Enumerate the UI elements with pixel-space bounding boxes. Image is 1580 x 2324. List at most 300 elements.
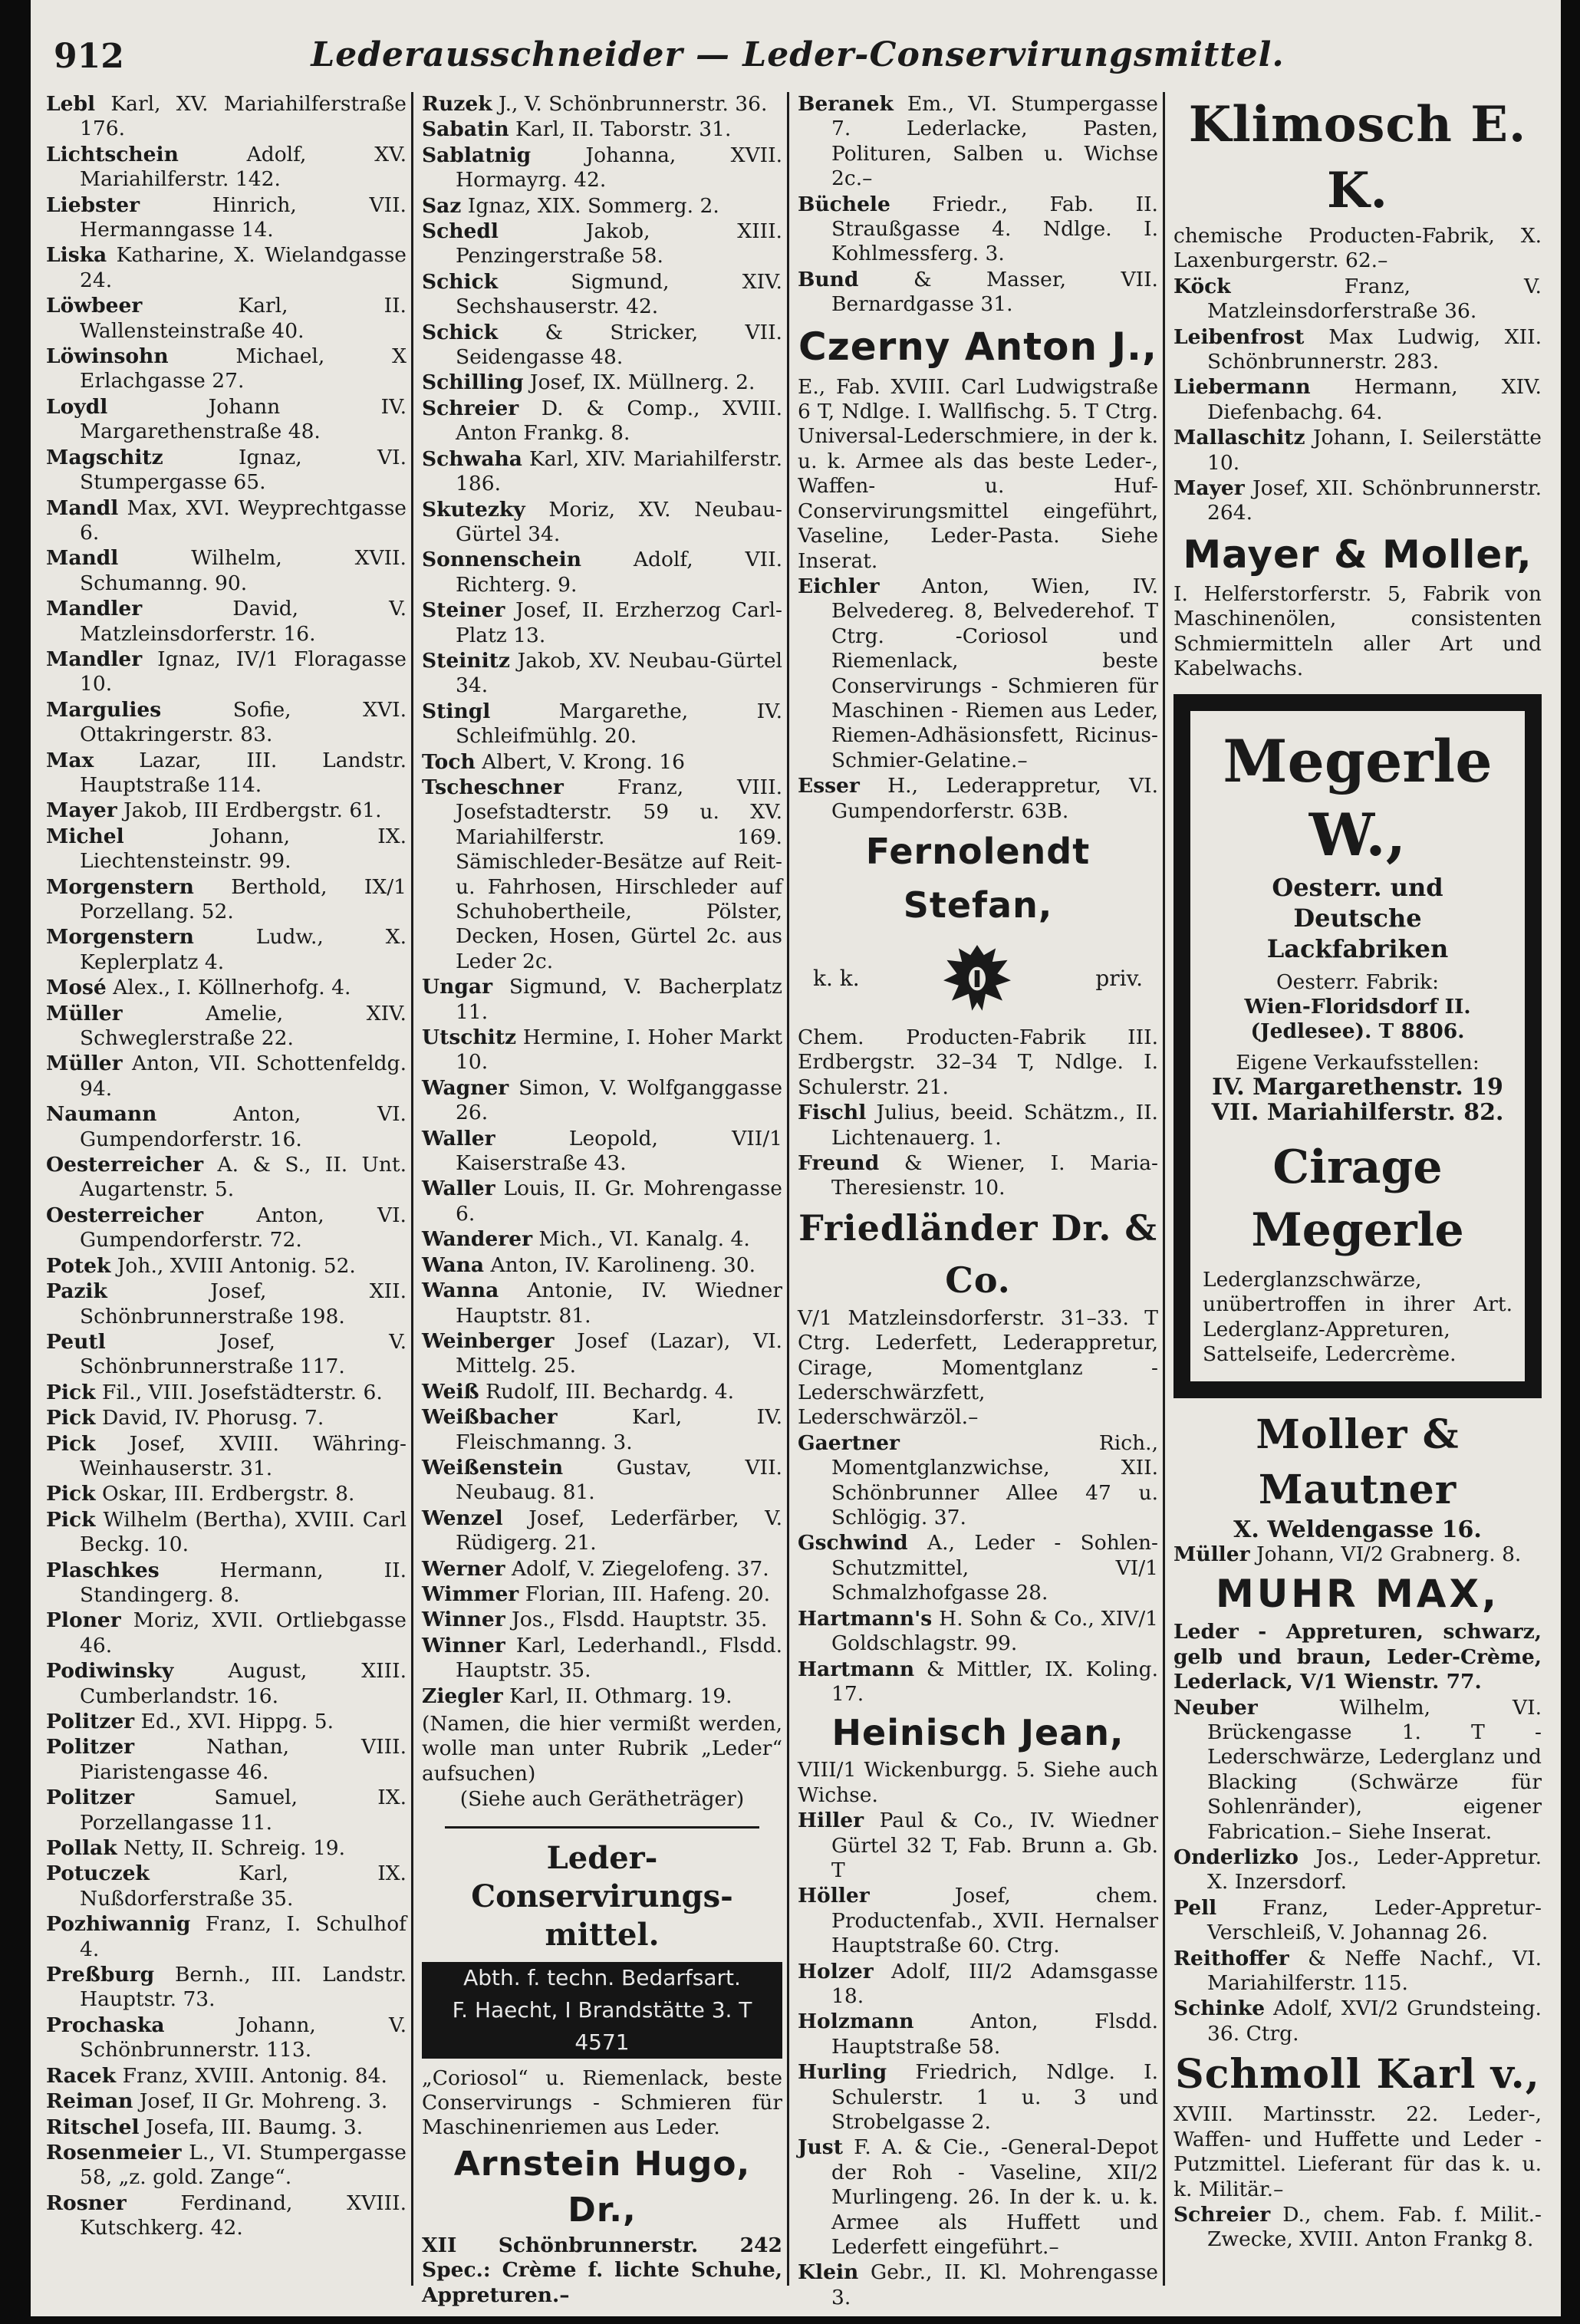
directory-entry <box>422 117 782 142</box>
entry-name: Freund <box>798 1151 880 1175</box>
directory-entry <box>422 1177 782 1226</box>
entry-name: Magschitz <box>46 445 163 469</box>
mayer-moller-name: Mayer & Moller, <box>1183 532 1532 577</box>
entry-text: Josef, XII. Schönbrunnerstr. 264. <box>1207 476 1542 525</box>
entry-name: Pazik <box>46 1279 107 1304</box>
entry-text: Wilhelm (Bertha), XVIII. Carl Beckg. 10. <box>80 1507 407 1557</box>
directory-entry <box>1173 476 1542 526</box>
muhr-name: MUHR MAX, <box>1215 1572 1500 1617</box>
directory-entry <box>46 1381 407 1405</box>
entry-text: Josef, II. Erzherzog Carl-Platz 13. <box>456 598 782 647</box>
entry-list <box>46 92 407 2241</box>
entry-text: Max, XVI. Weyprechtgasse 6. <box>80 495 407 545</box>
entry-text: A., Leder - Sohlen-Schutzmittel, VI/1 Schmalzhofgasse 28. <box>831 1531 1158 1605</box>
entry-text: Anton, Flsdd. Hauptstraße 58. <box>831 2010 1158 2059</box>
entry-name: Mandl <box>46 495 119 520</box>
entry-text: Gustav, VII. Neubaug. 81. <box>456 1455 782 1505</box>
entry-text: Adolf, XVI/2 Grundsteing. 36. Ctrg. <box>1207 1996 1542 2046</box>
directory-entry <box>798 1531 1158 1605</box>
entry-name: Hartmann's <box>798 1606 933 1631</box>
entry-text: Michael, X Erlachgasse 27. <box>80 344 407 393</box>
entry-name: Winner <box>422 1608 505 1632</box>
imperial-eagle-row <box>813 937 1143 1021</box>
entry-text: H. Sohn & Co., XIV/1 Goldschlagstr. 99. <box>831 1606 1158 1656</box>
directory-entry <box>422 498 782 548</box>
directory-entry <box>46 1659 407 1709</box>
directory-entry <box>46 1254 407 1279</box>
directory-entry <box>422 1405 782 1455</box>
fernolendt-text: Chem. Producten-Fabrik III. Erdbergstr. 32–34 T, Ndlge. I. Schulerstr. 21. <box>798 1025 1158 1099</box>
entry-name: Sablatnig <box>422 143 532 167</box>
directory-entry <box>46 1559 407 1608</box>
entry-text: Hinrich, VII. Hermanngasse 14. <box>80 193 407 242</box>
directory-entry <box>422 750 782 775</box>
directory-entry <box>46 2013 407 2063</box>
entry-name: Lebl <box>46 92 96 116</box>
entry-name: Beranek <box>798 92 894 116</box>
directory-entry <box>46 976 407 1000</box>
directory-entry <box>46 825 407 874</box>
cirage-title: Cirage Megerle <box>1251 1140 1464 1257</box>
column-rule <box>787 92 789 2286</box>
entry-name: Köck <box>1173 274 1231 298</box>
directory-entry <box>798 1657 1158 1707</box>
directory-entry <box>798 1607 1158 1657</box>
page-number: 912 <box>54 37 124 76</box>
entry-text: Hermann, II. Standingerg. 8. <box>80 1558 407 1607</box>
entry-text: Mich., VI. Kanalg. 4. <box>538 1227 750 1252</box>
directory-entry <box>798 774 1158 824</box>
entry-name: Löwbeer <box>46 294 143 318</box>
directory-entry <box>46 1482 407 1506</box>
entry-name: Rosenmeier <box>46 2140 182 2164</box>
entry-name: Oesterreicher <box>46 1153 204 1177</box>
entry-name: Pollak <box>46 1836 117 1861</box>
entry-text: Franz, Leder-Appretur-Verschleiß, V. Johannag 26. <box>1207 1895 1542 1945</box>
entry-text: J., V. Schönbrunnerstr. 36. <box>499 92 768 116</box>
directory-entry <box>422 1227 782 1252</box>
entry-name: Holzmann <box>798 2010 914 2034</box>
entry-text: Wilhelm, XVII. Schumanng. 90. <box>80 546 407 595</box>
directory-entry <box>46 1508 407 1558</box>
directory-entry <box>422 548 782 597</box>
mayer-moller-text: I. Helferstorferstr. 5, Fabrik von Maschinenölen, consistenten Schmiermitteln aller Art und Kabelwachs. <box>1173 581 1542 681</box>
entry-name: Pick <box>46 1482 96 1506</box>
directory-entry <box>46 446 407 495</box>
entry-text: August, XIII. Cumberlandstr. 16. <box>80 1659 407 1708</box>
entry-name: Podiwinsky <box>46 1659 174 1684</box>
directory-entry <box>422 700 782 749</box>
entry-name: Pell <box>1173 1895 1217 1920</box>
entry-name: Ruzek <box>422 92 492 116</box>
directory-entry <box>46 546 407 596</box>
entry-text: Anton, VII. Schottenfeldg. 94. <box>80 1052 407 1101</box>
entry-text: Fil., VIII. Josefstädterstr. 6. <box>101 1380 383 1404</box>
entry-text: Josefa, III. Baumg. 3. <box>146 2115 364 2139</box>
directory-entry <box>798 574 1158 773</box>
directory-entry <box>422 194 782 219</box>
directory-entry <box>1173 1996 1542 2046</box>
entry-name: Liebster <box>46 193 140 217</box>
entry-text: Wilhelm, VI. Brückengasse 1. T -Lederschwärze, Lederglanz und Blacking (Schwärze für Sohlenränder), eigener Fabrication.– Siehe Inserat. <box>1207 1695 1542 1844</box>
megerle-title: Megerle W., <box>1223 726 1493 869</box>
entry-name: Liebermann <box>1173 375 1311 400</box>
entry-text: Josef, XII. Schönbrunnerstraße 198. <box>80 1279 407 1328</box>
entry-name: Werner <box>422 1556 505 1581</box>
directory-entry <box>46 1002 407 1052</box>
entry-text: Josef, V. Schönbrunnerstraße 117. <box>80 1329 407 1379</box>
directory-entry <box>422 975 782 1025</box>
entry-name: Mandl <box>46 546 119 571</box>
entry-name: Müller <box>1173 1542 1250 1566</box>
entry-text: Anton, VI. Gumpendorferstr. 16. <box>80 1102 407 1151</box>
entry-text: Netty, II. Schreig. 19. <box>123 1836 346 1861</box>
directory-entry <box>1173 325 1542 375</box>
entry-name: Neuber <box>1173 1695 1258 1720</box>
entry-name: Müller <box>46 1001 123 1025</box>
megerle-subtitle-2: Deutsche Lackfabriken <box>1266 903 1449 963</box>
directory-entry <box>46 1963 407 2013</box>
entry-text: Karl, II. Wallensteinstraße 40. <box>80 294 407 343</box>
entry-text: Josef, II Gr. Mohreng. 3. <box>139 2089 388 2114</box>
directory-entry <box>46 1735 407 1785</box>
muhr-text: Leder - Appreturen, schwarz, gelb und braun, Leder-Crème, Lederlack, V/1 Wienstr. 77. <box>1173 1620 1542 1694</box>
entry-name: Bund <box>798 267 859 291</box>
entry-name: Onderlizko <box>1173 1845 1299 1870</box>
entry-name: Mandler <box>46 597 143 621</box>
directory-entry <box>46 143 407 193</box>
entry-text: Moriz, XV. Neubau-Gürtel 34. <box>456 497 782 546</box>
entry-name: Schilling <box>422 370 524 395</box>
entry-text: Samuel, IX. Porzellangasse 11. <box>80 1786 407 1835</box>
directory-entry <box>46 597 407 647</box>
entry-name: Weiß <box>422 1379 479 1404</box>
entry-name: Wimmer <box>422 1582 519 1606</box>
schmoll-text: XVIII. Martinsstr. 22. Leder-, Waffen- und Huffette und Leder - Putzmittel. Lieferant für das k. u. k. Militär.– <box>1173 2102 1542 2201</box>
directory-entry <box>46 2064 407 2089</box>
entry-name: Stingl <box>422 699 491 723</box>
directory-entry <box>1173 426 1542 476</box>
directory-entry <box>1173 1947 1542 1996</box>
megerle-verkauf-1: IV. Margarethenstr. 19 <box>1212 1074 1503 1101</box>
entry-name: Oesterreicher <box>46 1203 204 1227</box>
section-divider <box>445 1826 759 1829</box>
entry-name: Morgenstern <box>46 925 194 950</box>
directory-entry <box>422 775 782 974</box>
czerny-name: Czerny Anton J., <box>798 324 1158 369</box>
entry-text: Karl, XV. Mariahilferstraße 176. <box>80 92 407 141</box>
entry-name: Just <box>798 2135 843 2160</box>
entry-text: Franz, XVIII. Antonig. 84. <box>122 2063 387 2088</box>
entry-name: Steiner <box>422 598 505 623</box>
entry-name: Waller <box>422 1126 495 1150</box>
directory-entry <box>46 1203 407 1253</box>
column-rule <box>411 92 413 2286</box>
entry-text: Leopold, VII/1 Kaiserstraße 43. <box>456 1126 782 1176</box>
entry-name: Pick <box>46 1380 96 1404</box>
directory-entry <box>46 92 407 142</box>
directory-entry <box>46 1786 407 1835</box>
entry-name: Morgenstern <box>46 874 194 899</box>
entry-name: Winner <box>422 1633 505 1657</box>
entry-text: & Wiener, I. Maria-Theresienstr. 10. <box>831 1151 1158 1200</box>
directory-entry <box>798 1809 1158 1883</box>
entry-name: Tscheschner <box>422 775 564 799</box>
directory-entry <box>46 344 407 394</box>
entry-text: Anton, VI. Gumpendorferstr. 72. <box>80 1203 407 1253</box>
entry-text: Karl, XIV. Mariahilferstr. 186. <box>456 446 782 496</box>
entry-name: Schick <box>422 320 499 344</box>
entry-name: Prochaska <box>46 2013 165 2037</box>
entry-name: Loydl <box>46 394 108 419</box>
entry-text: Bernh., III. Landstr. Hauptstr. 73. <box>80 1963 407 2012</box>
entry-name: Esser <box>798 774 860 798</box>
directory-entry <box>46 1862 407 1911</box>
entry-text: Johann, I. Seilerstätte 10. <box>1207 426 1542 475</box>
directory-entry <box>46 2191 407 2241</box>
entry-text: Sofie, XVI. Ottakringerstr. 83. <box>80 697 407 747</box>
directory-entry <box>1173 1845 1542 1895</box>
entry-name: Skutezky <box>422 497 525 522</box>
entry-name: Löwinsohn <box>46 344 169 369</box>
entry-name: Weißenstein <box>422 1455 564 1480</box>
priv-label: priv. <box>1095 965 1143 991</box>
directory-entry <box>422 598 782 648</box>
entry-name: Weißbacher <box>422 1405 558 1430</box>
directory-entry <box>422 1634 782 1684</box>
entry-text: & Neffe Nachf., VI. Mariahilferstr. 115. <box>1207 1946 1542 1996</box>
entry-name: Schreier <box>422 396 519 420</box>
entry-name: Mayer <box>1173 476 1245 501</box>
entry-name: Mandler <box>46 647 143 671</box>
entry-text: Karl, Lederhandl., Flsdd. Hauptstr. 35. <box>456 1633 782 1683</box>
directory-entry <box>422 1456 782 1506</box>
coriosol-advert: „Coriosol“ u. Riemenlack, beste Conservirungs - Schmieren für Maschinenriemen aus Leder. <box>422 2066 782 2140</box>
entry-name: Ritschel <box>46 2115 140 2139</box>
column-2 <box>422 92 782 2307</box>
directory-entry <box>46 395 407 445</box>
klimosch-text: chemische Producten-Fabrik, X. Laxenburgerstr. 62.– <box>1173 224 1542 273</box>
entry-text: Anton, Wien, IV. Belvedereg. 8, Belvederehof. T Ctrg. -Coriosol und Riemenlack, beste Conservirungs - Schmieren für Maschinen - Riemen aus Leder, Riemen-Adhäsionsfett, Ricinus-Schmier-Gelatine.– <box>831 574 1158 772</box>
entry-list <box>1173 2203 1542 2253</box>
entry-name: Müller <box>46 1052 123 1076</box>
directory-entry <box>422 1582 782 1607</box>
directory-entry <box>422 447 782 497</box>
entry-text: Ludw., X. Keplerplatz 4. <box>80 925 407 974</box>
entry-text: Louis, II. Gr. Mohrengasse 6. <box>456 1177 782 1226</box>
entry-text: Johanna, XVII. Hormayrg. 42. <box>456 143 782 193</box>
directory-entry <box>46 1153 407 1203</box>
entry-name: Schinke <box>1173 1996 1266 2021</box>
entry-name: Schick <box>422 269 499 294</box>
entry-list <box>1173 275 1542 526</box>
entry-name: Gaertner <box>798 1430 900 1455</box>
directory-entry <box>46 1279 407 1329</box>
directory-entry <box>798 2260 1158 2310</box>
directory-entry <box>422 1380 782 1404</box>
entry-text: F. A. & Cie., -General-Depot der Roh - Vaseline, XII/2 Murlingeng. 26. In der k. u. k. Armee als Huffett und Lederfett eingeführt.– <box>831 2135 1158 2260</box>
directory-entry <box>46 2089 407 2114</box>
entry-text: Karl, IV. Fleischmanng. 3. <box>456 1405 782 1454</box>
directory-entry <box>798 1151 1158 1201</box>
entry-text: Gebr., II. Kl. Mohrengasse 3. <box>831 2260 1158 2309</box>
entry-text: Katharine, X. Wielandgasse 24. <box>80 243 407 292</box>
entry-name: Leibenfrost <box>1173 324 1305 349</box>
directory-entry <box>46 496 407 546</box>
entry-name: Pozhiwannig <box>46 1912 191 1937</box>
entry-text: D. & Comp., XVIII. Anton Frankg. 8. <box>456 396 782 446</box>
cirage-text: Lederglanzschwärze, unübertroffen in ihrer Art. Lederglanz-Appreturen, Sattelseife, Ledercrème. <box>1203 1267 1513 1367</box>
entry-name: Mallaschitz <box>1173 426 1305 450</box>
entry-name: Michel <box>46 824 124 848</box>
directory-entry <box>422 143 782 193</box>
megerle-subtitle-1: Oesterr. und <box>1272 872 1443 902</box>
entry-name: Wagner <box>422 1075 509 1100</box>
entry-name: Klein <box>798 2260 859 2285</box>
entry-text: A. & S., II. Unt. Augartenstr. 5. <box>80 1153 407 1202</box>
directory-entry <box>798 92 1158 192</box>
directory-entry <box>798 1884 1158 1958</box>
directory-entry <box>798 268 1158 318</box>
directory-entry <box>798 2060 1158 2135</box>
entry-name: Pick <box>46 1507 96 1532</box>
entry-name: Margulies <box>46 697 162 722</box>
entry-text: H., Lederappretur, VI. Gumpendorferstr. 63B. <box>831 774 1158 823</box>
directory-entry <box>422 370 782 395</box>
entry-name: Büchele <box>798 192 890 216</box>
entry-name: Potek <box>46 1253 111 1278</box>
directory-entry <box>798 2135 1158 2260</box>
entry-name: Hartmann <box>798 1657 915 1681</box>
entry-name: Steinitz <box>422 648 510 673</box>
megerle-fabrik-label: Oesterr. Fabrik: <box>1276 969 1440 994</box>
entry-text: Adolf, V. Ziegelofeng. 37. <box>511 1556 769 1581</box>
entry-name: Schreier <box>1173 2202 1271 2227</box>
entry-text: Sigmund, XIV. Sechshauserstr. 42. <box>456 269 782 319</box>
directory-entry <box>46 925 407 975</box>
entry-name: Wenzel <box>422 1506 503 1530</box>
entry-name: Reiman <box>46 2089 133 2114</box>
entry-name: Saz <box>422 193 462 218</box>
entry-text: David, V. Matzleinsdorferstr. 16. <box>80 597 407 646</box>
directory-entry <box>46 1710 407 1734</box>
haecht-advert <box>422 1962 782 2059</box>
directory-entry <box>46 1052 407 1101</box>
entry-name: Eichler <box>798 574 880 598</box>
directory-entry <box>46 875 407 925</box>
entry-text: Jos., Flsdd. Hauptstr. 35. <box>512 1608 768 1632</box>
directory-entry <box>1173 1696 1542 1845</box>
directory-entry <box>46 798 407 823</box>
directory-entry <box>422 321 782 370</box>
directory-entry <box>46 193 407 243</box>
directory-entry <box>46 294 407 344</box>
entry-name: Gschwind <box>798 1531 908 1555</box>
entry-text: Sigmund, V. Bacherplatz 11. <box>456 975 782 1024</box>
directory-entry <box>422 1076 782 1126</box>
entry-text: & Stricker, VII. Seidengasse 48. <box>456 320 782 370</box>
entry-name: Sabatin <box>422 117 509 142</box>
entry-text: Ignaz, XIX. Sommerg. 2. <box>467 193 719 218</box>
missing-names-note: (Namen, die hier vermißt werden, wolle man unter Rubrik „Leder“ aufsuchen) <box>422 1712 782 1786</box>
entry-text: & Mittler, IX. Koling. 17. <box>831 1657 1158 1706</box>
entry-name: Holzer <box>798 1959 874 1983</box>
entry-name: Fischl <box>798 1101 867 1125</box>
entry-text: Oskar, III. Erdbergstr. 8. <box>101 1482 355 1506</box>
entry-name: Rosner <box>46 2191 127 2215</box>
entry-name: Politzer <box>46 1735 135 1759</box>
running-head: Lederausschneider — Leder-Conservirungsmittel. <box>311 35 1285 74</box>
directory-entry <box>422 1025 782 1075</box>
megerle-fabrik-address-2: (Jedlesee). T 8806. <box>1250 1019 1465 1044</box>
entry-name: Peutl <box>46 1329 106 1354</box>
double-eagle-icon <box>935 937 1019 1021</box>
directory-entry <box>422 1684 782 1709</box>
entry-text: Josef, IX. Müllnerg. 2. <box>530 370 755 395</box>
entry-list <box>798 1431 1158 1707</box>
directory-entry <box>422 1253 782 1278</box>
entry-name: Mosé <box>46 976 107 1000</box>
column-1 <box>46 92 407 2293</box>
column-4 <box>1173 92 1542 2293</box>
entry-text: Ed., XVI. Hippg. 5. <box>140 1710 334 1733</box>
entry-name: Max <box>46 748 94 772</box>
directory-entry <box>422 1329 782 1379</box>
entry-name: Pick <box>46 1431 96 1456</box>
arnstein-name: Arnstein Hugo, Dr., <box>453 2144 751 2230</box>
entry-name: Weinberger <box>422 1328 555 1353</box>
friedlaender-name: Friedländer Dr. & Co. <box>798 1206 1157 1301</box>
entry-text: Adolf, XV. Mariahilferstr. 142. <box>80 142 407 192</box>
entry-text: Jos., Leder-Appretur. X. Inzersdorf. <box>1207 1845 1542 1894</box>
entry-name: Potuczek <box>46 1862 150 1886</box>
moller-mautner-name: Moller & Mautner <box>1256 1411 1460 1513</box>
schmoll-name: Schmoll Karl v., <box>1175 2051 1540 2099</box>
megerle-fabrik-address: Wien-Floridsdorf II. <box>1244 994 1471 1019</box>
entry-text: Hermann, XIV. Diefenbachg. 64. <box>1207 375 1542 424</box>
entry-name: Utschitz <box>422 1025 517 1050</box>
moller-mautner-text: X. Weldengasse 16. <box>1233 1516 1482 1543</box>
directory-entry <box>46 1432 407 1482</box>
megerle-advert <box>1173 694 1542 1398</box>
entry-name: Wana <box>422 1253 485 1277</box>
fernolendt-name: Fernolendt Stefan, <box>865 830 1091 926</box>
entry-name: Ungar <box>422 975 493 999</box>
entry-text: Josef, Lederfärber, V. Rüdigerg. 21. <box>456 1506 782 1555</box>
page-header <box>54 31 1542 77</box>
entry-text: Johann, VI/2 Grabnerg. 8. <box>1256 1542 1522 1566</box>
directory-entry <box>798 1101 1158 1150</box>
entry-text: Ferdinand, XVIII. Kutschkerg. 42. <box>80 2191 407 2240</box>
entry-name: Schedl <box>422 219 499 244</box>
directory-entry <box>1173 1896 1542 1946</box>
klimosch-name: Klimosch E. K. <box>1188 96 1527 219</box>
directory-entry <box>422 397 782 446</box>
heinisch-name: Heinisch Jean, <box>831 1712 1124 1754</box>
entry-text: Paul & Co., IV. Wiedner Gürtel 32 T, Fab. Brunn a. Gb. T <box>831 1809 1158 1882</box>
directory-entry <box>798 193 1158 267</box>
entry-text: Adolf, VII. Richterg. 9. <box>456 548 782 597</box>
entry-text: David, IV. Phorusg. 7. <box>101 1406 324 1430</box>
entry-text: Johann, V. Schönbrunnerstr. 113. <box>80 2013 407 2062</box>
directory-entry <box>46 647 407 697</box>
entry-name: Waller <box>422 1177 495 1201</box>
entry-list <box>1173 1542 1542 1567</box>
directory-entry <box>422 219 782 269</box>
entry-name: Lichtschein <box>46 142 179 166</box>
directory-entry <box>46 1836 407 1861</box>
entry-text: Em., VI. Stumpergasse 7. Lederlacke, Pasten, Polituren, Salben u. Wichse 2c.– <box>831 92 1158 191</box>
